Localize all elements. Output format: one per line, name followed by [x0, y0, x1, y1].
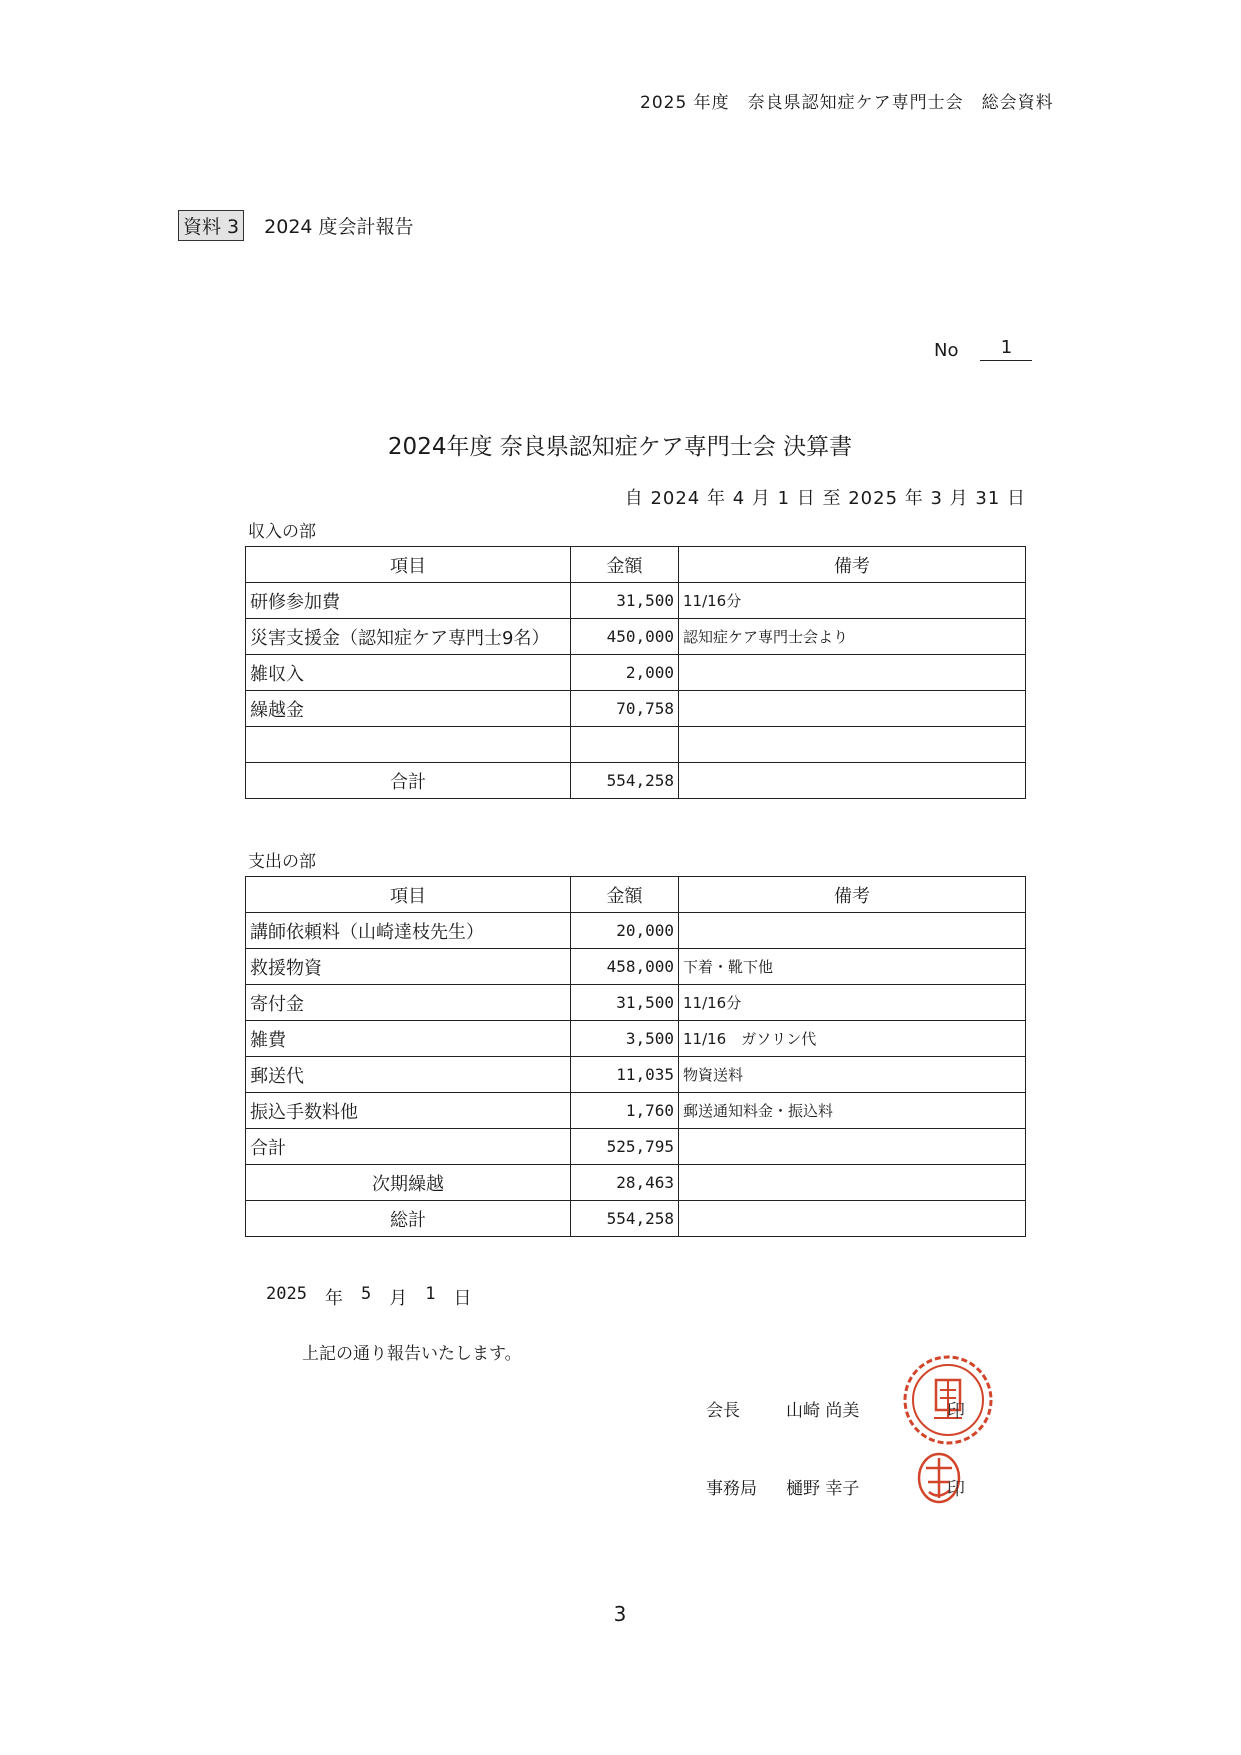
row-item: 寄付金 [246, 985, 571, 1021]
report-statement: 上記の通り報告いたします。 [302, 1344, 522, 1364]
row-note: 郵送通知料金・振込料 [679, 1093, 1026, 1129]
fiscal-period: 自 2024 年 4 月 1 日 至 2025 年 3 月 31 日 [624, 488, 1026, 509]
row-amount: 31,500 [571, 583, 679, 619]
subtotal-row [246, 1129, 1026, 1165]
row-note [679, 913, 1026, 949]
row-note [679, 655, 1026, 691]
row-amount: 31,500 [571, 985, 679, 1021]
table-row [246, 727, 1026, 763]
report-month-unit: 月 [389, 1288, 408, 1309]
row-item: 雑費 [246, 1021, 571, 1057]
report-year: 2025 [266, 1284, 307, 1304]
row-note: 11/16 ガソリン代 [679, 1021, 1026, 1057]
column-header-item: 項目 [246, 877, 571, 913]
table-row [246, 1057, 1026, 1093]
secretariat-role: 事務局 [706, 1479, 757, 1499]
row-note: 11/16分 [679, 583, 1026, 619]
table-row [246, 1093, 1026, 1129]
row-note [679, 691, 1026, 727]
column-header-note: 備考 [679, 877, 1026, 913]
grand-total-amount: 554,258 [571, 1201, 679, 1237]
table-header-row [246, 547, 1026, 583]
table-row [246, 949, 1026, 985]
row-item: 災害支援金（認知症ケア専門士9名） [246, 619, 571, 655]
row-item: 雑収入 [246, 655, 571, 691]
row-amount: 11,035 [571, 1057, 679, 1093]
table-row [246, 691, 1026, 727]
document-number [934, 337, 1032, 361]
income-table [245, 546, 1026, 799]
row-note: 下着・靴下他 [679, 949, 1026, 985]
row-item: 郵送代 [246, 1057, 571, 1093]
subtotal-note [679, 1129, 1026, 1165]
president-seal-mark: 印 [947, 1401, 965, 1422]
subtotal-amount: 525,795 [571, 1129, 679, 1165]
report-date [266, 1284, 471, 1310]
income-section-label: 収入の部 [248, 522, 316, 542]
row-item: 講師依頼料（山崎達枝先生） [246, 913, 571, 949]
row-item: 研修参加費 [246, 583, 571, 619]
row-note [679, 727, 1026, 763]
table-header-row [246, 877, 1026, 913]
total-note [679, 763, 1026, 799]
subtotal-label: 合計 [246, 1129, 571, 1165]
table-row [246, 985, 1026, 1021]
carryover-note [679, 1165, 1026, 1201]
row-note: 認知症ケア専門士会より [679, 619, 1026, 655]
document-label-title: 2024 度会計報告 [264, 216, 414, 238]
row-note: 物資送料 [679, 1057, 1026, 1093]
document-header: 2025 年度 奈良県認知症ケア専門士会 総会資料 [640, 93, 1054, 113]
column-header-amount: 金額 [571, 547, 679, 583]
total-row [246, 763, 1026, 799]
report-day: 1 [425, 1284, 436, 1304]
report-month: 5 [360, 1284, 372, 1304]
secretariat-seal-mark: 印 [947, 1479, 965, 1500]
row-amount: 2,000 [571, 655, 679, 691]
total-label: 合計 [246, 763, 571, 799]
document-number-label: No [934, 340, 959, 361]
table-row [246, 583, 1026, 619]
document-tag: 資料 3 [178, 210, 244, 241]
report-day-unit: 日 [453, 1288, 472, 1309]
document-label [178, 210, 414, 241]
document-number-value: 1 [980, 337, 1032, 361]
president-role: 会長 [706, 1401, 740, 1421]
row-amount: 70,758 [571, 691, 679, 727]
total-amount: 554,258 [571, 763, 679, 799]
row-item [246, 727, 571, 763]
carryover-amount: 28,463 [571, 1165, 679, 1201]
row-amount: 1,760 [571, 1093, 679, 1129]
row-amount: 458,000 [571, 949, 679, 985]
table-row [246, 913, 1026, 949]
expense-section-label: 支出の部 [248, 852, 316, 872]
grand-total-note [679, 1201, 1026, 1237]
grand-total-label: 総計 [246, 1201, 571, 1237]
grand-total-row [246, 1201, 1026, 1237]
column-header-amount: 金額 [571, 877, 679, 913]
row-amount: 450,000 [571, 619, 679, 655]
table-row [246, 1021, 1026, 1057]
row-item: 繰越金 [246, 691, 571, 727]
secretariat-name: 樋野 幸子 [786, 1479, 860, 1499]
row-note: 11/16分 [679, 985, 1026, 1021]
row-amount: 3,500 [571, 1021, 679, 1057]
page-title: 2024年度 奈良県認知症ケア専門士会 決算書 [387, 434, 853, 460]
row-item: 振込手数料他 [246, 1093, 571, 1129]
page-number: 3 [613, 1602, 627, 1626]
expense-table [245, 876, 1026, 1237]
column-header-item: 項目 [246, 547, 571, 583]
row-item: 救援物資 [246, 949, 571, 985]
row-amount [571, 727, 679, 763]
president-name: 山崎 尚美 [786, 1401, 860, 1421]
table-row [246, 619, 1026, 655]
table-row [246, 655, 1026, 691]
column-header-note: 備考 [679, 547, 1026, 583]
report-year-unit: 年 [324, 1288, 343, 1309]
row-amount: 20,000 [571, 913, 679, 949]
carryover-label: 次期繰越 [246, 1165, 571, 1201]
carryover-row [246, 1165, 1026, 1201]
